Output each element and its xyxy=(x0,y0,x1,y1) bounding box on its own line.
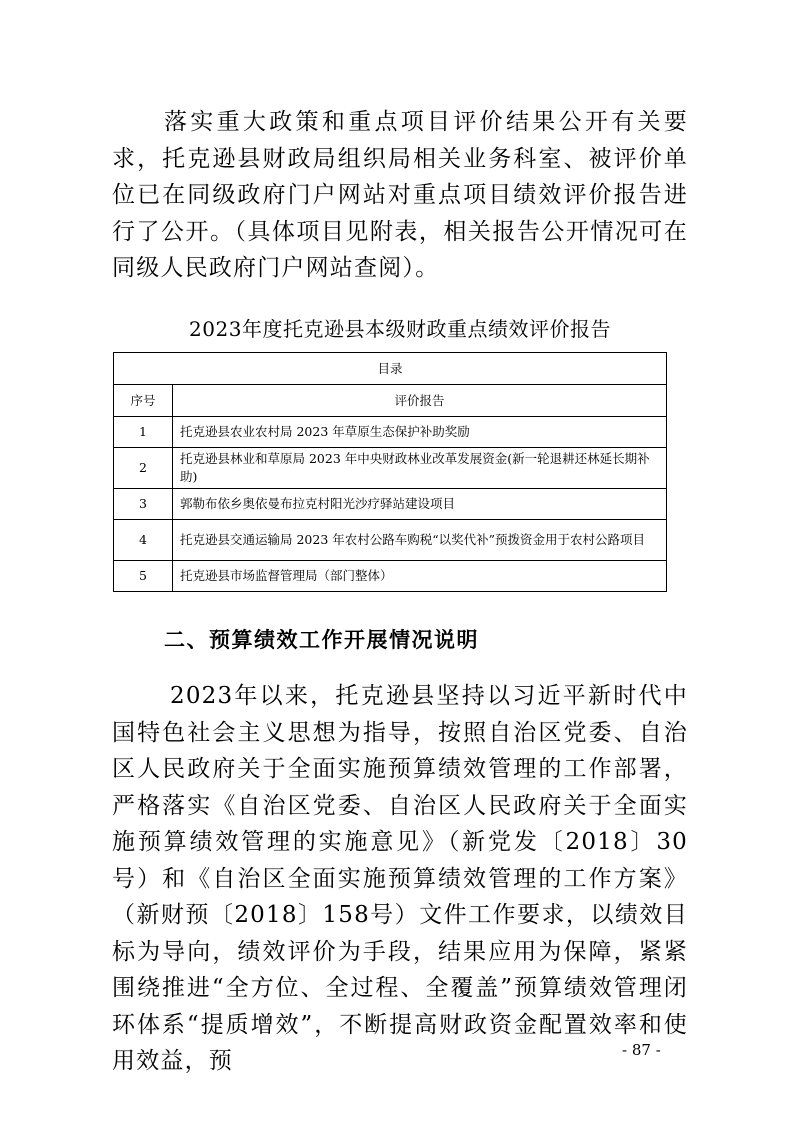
table-row xyxy=(114,520,667,561)
table-row xyxy=(114,448,667,489)
table-row xyxy=(114,489,667,520)
header-index: 序号 xyxy=(114,385,173,417)
section-heading: 二、预算绩效工作开展情况说明 xyxy=(164,628,479,652)
row-index: 5 xyxy=(114,561,173,592)
table-caption-row xyxy=(114,353,667,385)
row-index: 2 xyxy=(114,448,173,489)
row-report: 托克逊县林业和草原局 2023 年中央财政林业改革发展资金(新一轮退耕还林延长期补助) xyxy=(173,448,667,489)
intro-paragraph: 落实重大政策和重点项目评价结果公开有关要求，托克逊县财政局组织局相关业务科室、被评价单位已在同级政府门户网站对重点项目绩效评价报告进行了公开。（具体项目见附表，相关报告公开情况可在同级人民政府门户网站查阅）。 xyxy=(112,109,688,281)
section-paragraph: 2023年以来，托克逊县坚持以习近平新时代中国特色社会主义思想为指导，按照自治区党委、自治区人民政府关于全面实施预算绩效管理的工作部署，严格落实《自治区党委、自治区人民政府关于全面实施预算绩效管理的实施意见》（新党发〔2018〕30号）和《自治区全面实施预算绩效管理的工作方案》（新财预〔2018〕158号）文件工作要求，以绩效目标为导向，绩效评价为手段，结果应用为保障，紧紧围绕推进“全方位、全过程、全覆盖”预算绩效管理闭环体系“提质增效”，不断提高财政资金配置效率和使用效益，预 xyxy=(112,683,688,1074)
table-row xyxy=(114,417,667,448)
row-report: 托克逊县农业农村局 2023 年草原生态保护补助奖励 xyxy=(173,417,667,448)
header-report: 评价报告 xyxy=(173,385,667,417)
row-index: 3 xyxy=(114,489,173,520)
row-report: 郭勒布依乡奥依曼布拉克村阳光沙疗驿站建设项目 xyxy=(173,489,667,520)
row-report: 托克逊县交通运输局 2023 年农村公路车购税“以奖代补”预拨资金用于农村公路项目 xyxy=(173,520,667,561)
row-report: 托克逊县市场监督管理局（部门整体） xyxy=(173,561,667,592)
row-index: 1 xyxy=(114,417,173,448)
table-row xyxy=(114,561,667,592)
table-header-row xyxy=(114,385,667,417)
page-number: - 87 - xyxy=(622,1041,661,1059)
report-catalog-table xyxy=(113,352,667,592)
table-caption: 目录 xyxy=(114,353,667,385)
table-title: 2023年度托克逊县本级财政重点绩效评价报告 xyxy=(189,317,611,341)
row-index: 4 xyxy=(114,520,173,561)
